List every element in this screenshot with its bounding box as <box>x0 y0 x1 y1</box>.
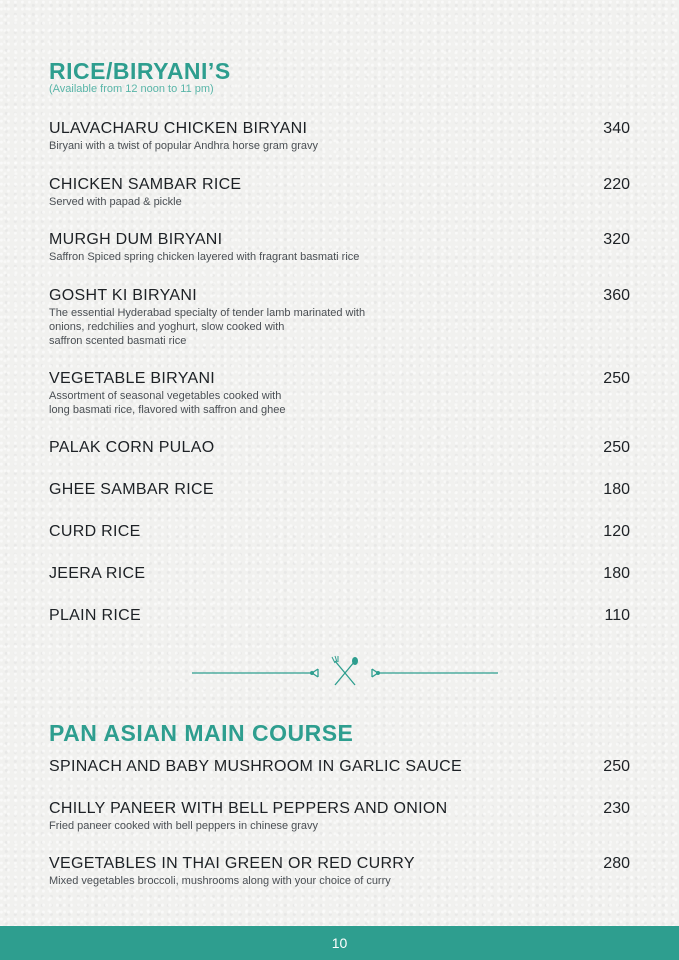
item-price: 280 <box>603 855 630 872</box>
page-footer <box>0 926 679 960</box>
item-name: VEGETABLE BIRYANI <box>49 370 216 387</box>
item-description: Saffron Spiced spring chicken layered with fragrant basmati rice <box>49 251 360 263</box>
item-name: CHICKEN SAMBAR RICE <box>49 176 242 193</box>
item-name: MURGH DUM BIRYANI <box>49 231 223 248</box>
item-name: PLAIN RICE <box>49 607 141 624</box>
item-price: 120 <box>603 523 630 540</box>
menu-item <box>49 800 630 833</box>
item-name: SPINACH AND BABY MUSHROOM IN GARLIC SAUCE <box>49 758 462 775</box>
menu-item <box>49 855 630 888</box>
item-name: CHILLY PANEER WITH BELL PEPPERS AND ONION <box>49 800 448 817</box>
menu-item <box>49 120 630 153</box>
item-name: CURD RICE <box>49 523 141 540</box>
item-price: 320 <box>603 231 630 248</box>
item-name: JEERA RICE <box>49 565 146 582</box>
item-description: Assortment of seasonal vegetables cooked with long basmati rice, flavored with saffron and ghee <box>49 390 286 416</box>
item-price: 360 <box>603 287 630 304</box>
item-price: 250 <box>603 370 630 387</box>
item-name: VEGETABLES IN THAI GREEN OR RED CURRY <box>49 855 415 872</box>
item-name: ULAVACHARU CHICKEN BIRYANI <box>49 120 308 137</box>
item-description: Biryani with a twist of popular Andhra horse gram gravy <box>49 140 319 152</box>
menu-item <box>49 439 630 457</box>
menu-item <box>49 176 630 209</box>
menu-item <box>49 231 630 264</box>
menu-item <box>49 565 630 583</box>
menu-item <box>49 287 630 348</box>
section-title-rice-biryani: RICE/BIRYANI’S <box>49 58 231 84</box>
item-name: GHEE SAMBAR RICE <box>49 481 214 498</box>
item-price: 220 <box>603 176 630 193</box>
item-description: Served with papad & pickle <box>49 196 182 208</box>
page-number: 10 <box>331 935 348 951</box>
menu-item <box>49 370 630 417</box>
section-title-pan-asian: PAN ASIAN MAIN COURSE <box>49 720 354 746</box>
item-price: 180 <box>603 565 630 582</box>
crossed-fork-spoon-icon <box>190 655 500 691</box>
menu-item <box>49 481 630 499</box>
item-name: GOSHT KI BIRYANI <box>49 287 197 304</box>
item-description: Mixed vegetables broccoli, mushrooms along with your choice of curry <box>49 875 391 887</box>
menu-item <box>49 607 630 625</box>
item-price: 230 <box>603 800 630 817</box>
item-price: 180 <box>603 481 630 498</box>
item-price: 250 <box>603 758 630 775</box>
section-divider <box>190 655 500 691</box>
item-description: The essential Hyderabad specialty of tender lamb marinated with onions, redchilies and yoghurt, slow cooked with saffron scented basmati rice <box>49 307 366 347</box>
item-description: Fried paneer cooked with bell peppers in chinese gravy <box>49 820 319 832</box>
item-price: 340 <box>603 120 630 137</box>
item-price: 250 <box>603 439 630 456</box>
menu-item <box>49 523 630 541</box>
item-name: PALAK CORN PULAO <box>49 439 215 456</box>
section-availability-note: (Available from 12 noon to 11 pm) <box>49 83 214 95</box>
item-price: 110 <box>604 607 630 624</box>
menu-item <box>49 758 630 776</box>
